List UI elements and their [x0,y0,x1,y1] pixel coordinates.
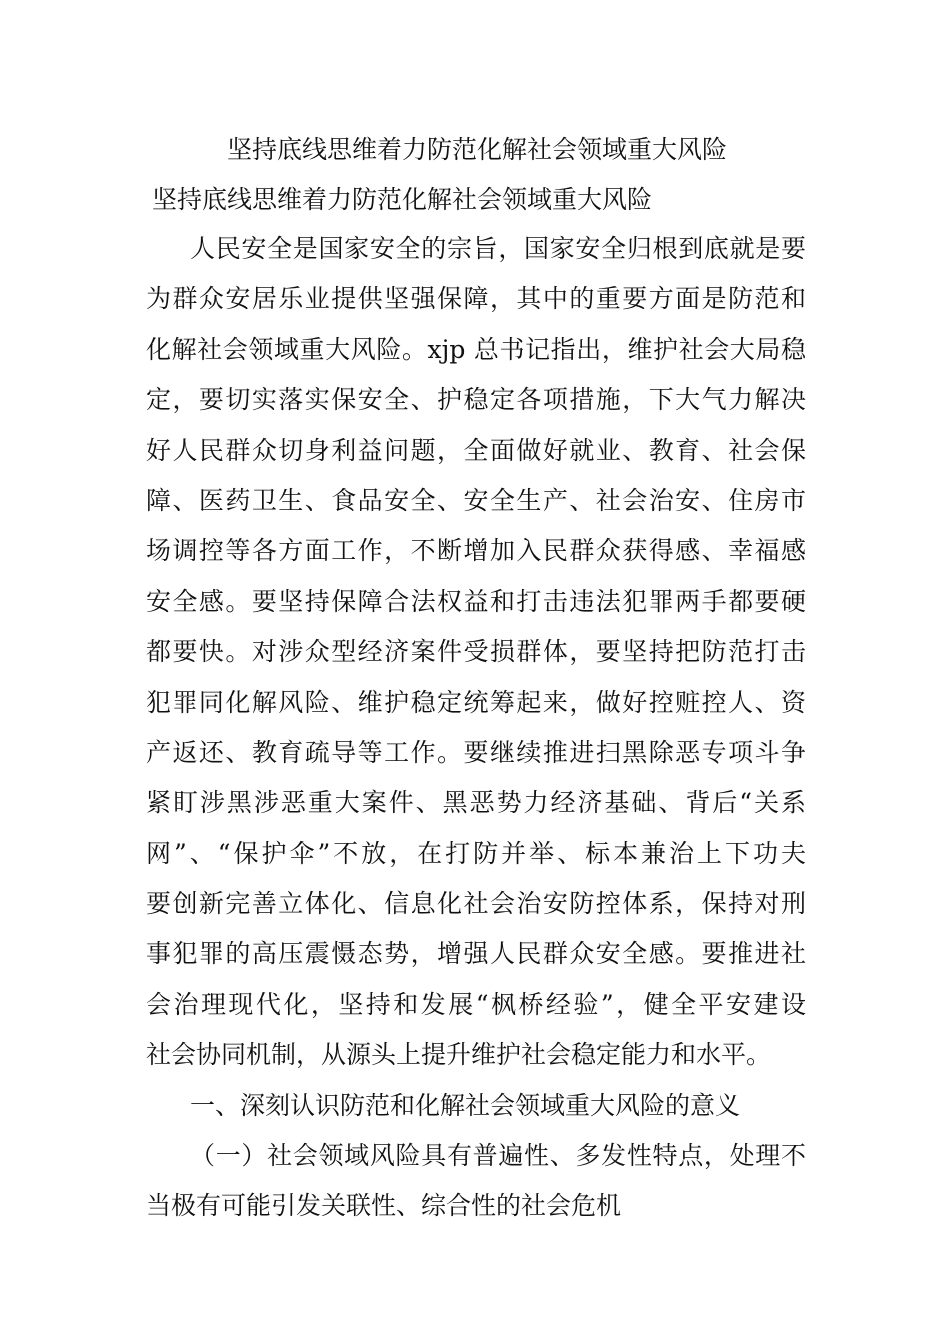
subsection-heading: （一）社会领域风险具有普遍性、多发性特点，处理不 [190,1141,806,1171]
text-line: 安全感。要坚持保障合法权益和打击违法犯罪两手都要硬 [146,586,806,616]
text-line: 都要快。对涉众型经济案件受损群体，要坚持把防范打击 [146,637,806,667]
text-line: 定，要切实落实保安全、护稳定各项措施，下大气力解决 [146,385,806,415]
text-line: 好人民群众切身利益问题，全面做好就业、教育、社会保 [146,435,806,465]
subsection-heading-continued: 当极有可能引发关联性、综合性的社会危机 [146,1191,622,1221]
text-line: 犯罪同化解风险、维护稳定统筹起来，做好控赃控人、资 [146,687,806,717]
text-line: 化解社会领域重大风险。xjp 总书记指出，维护社会大局稳 [146,334,806,364]
text-line: 为群众安居乐业提供坚强保障，其中的重要方面是防范和 [146,284,806,314]
text-line: 会治理现代化，坚持和发展“枫桥经验”，健全平安建设 [146,989,806,1019]
document-title: 坚持底线思维着力防范化解社会领域重大风险 [226,135,727,164]
text-line: 产返还、教育疏导等工作。要继续推进扫黑除恶专项斗争 [146,737,806,767]
section-heading: 一、深刻认识防范和化解社会领域重大风险的意义 [190,1090,741,1120]
text-line: 障、医药卫生、食品安全、安全生产、社会治安、住房市 [146,485,806,515]
text-line: 事犯罪的高压震慑态势，增强人民群众安全感。要推进社 [146,939,806,969]
text-line: 人民安全是国家安全的宗旨，国家安全归根到底就是要 [190,234,806,263]
text-line: 场调控等各方面工作，不断增加入民群众获得感、幸福感 [146,536,806,566]
text-line: 要创新完善立体化、信息化社会治安防控体系，保持对刑 [146,889,806,919]
text-line: 社会协同机制，从源头上提升维护社会稳定能力和水平。 [146,1040,772,1070]
text-line: 紧盯涉黑涉恶重大案件、黑恶势力经济基础、背后“关系 [146,788,806,818]
document-subtitle: 坚持底线思维着力防范化解社会领域重大风险 [152,185,653,214]
text-line: 网”、“保护伞”不放，在打防并举、标本兼治上下功夫 [146,838,806,868]
document-body [146,224,806,1232]
